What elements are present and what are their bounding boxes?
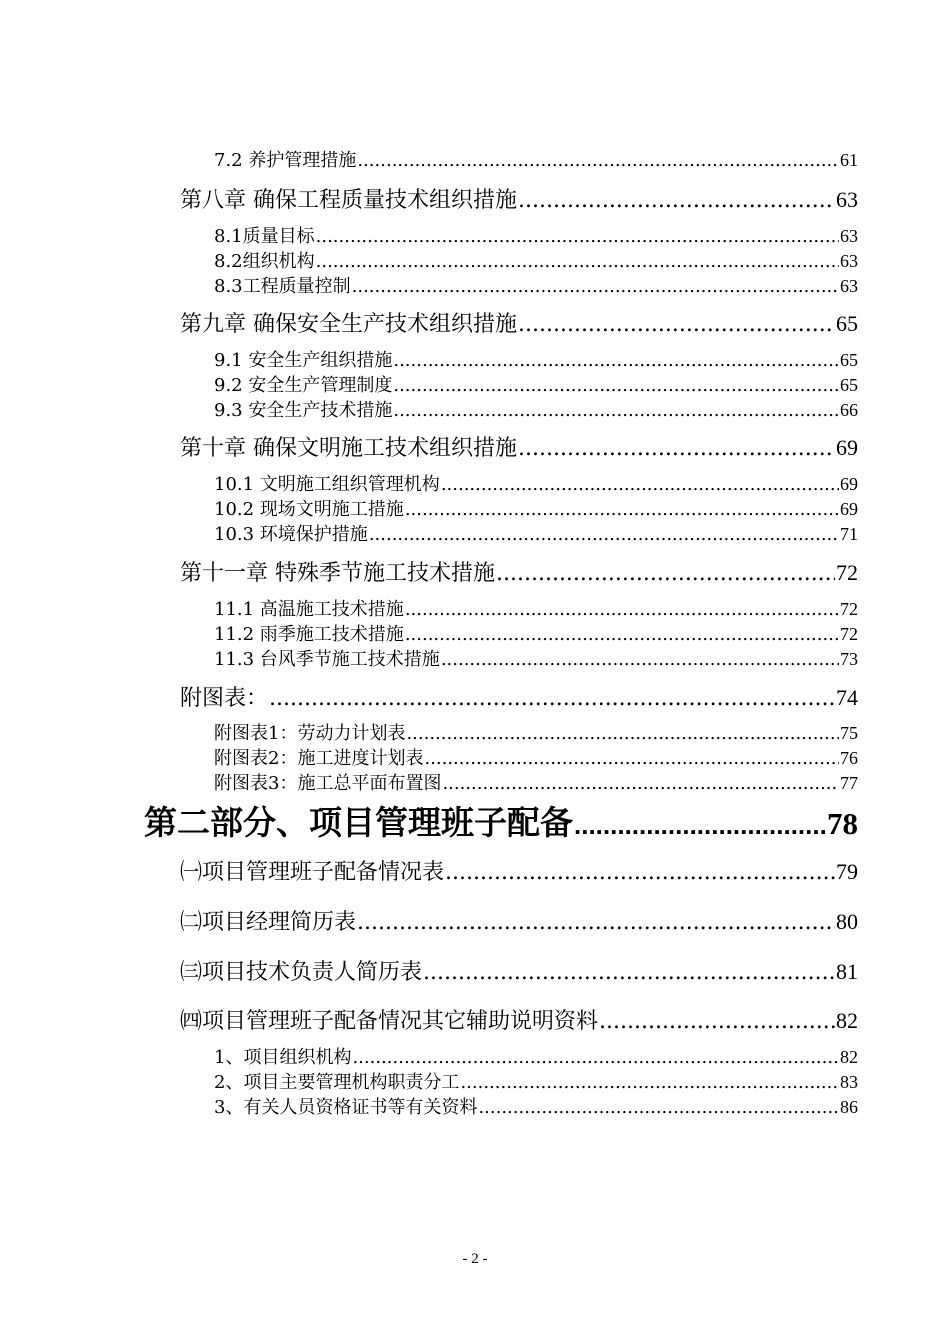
dot-leader xyxy=(393,350,839,371)
toc-entry-page: 75 xyxy=(840,723,858,743)
toc-entry-label: 8.2组织机构 xyxy=(214,251,315,272)
dot-leader xyxy=(405,499,839,520)
toc-entry-10-3[interactable] xyxy=(214,520,858,546)
dot-leader xyxy=(352,276,839,297)
toc-entry-page: 82 xyxy=(836,1008,858,1033)
toc-entry-label: 10.3 环境保护措施 xyxy=(214,524,368,545)
toc-entry-chapter-10[interactable] xyxy=(180,431,858,462)
dot-leader xyxy=(424,748,839,769)
dot-leader xyxy=(369,524,839,545)
toc-entry-label: 11.3 台风季节施工技术措施 xyxy=(214,649,440,670)
toc-entry-section-1[interactable] xyxy=(180,855,858,886)
dot-leader xyxy=(393,400,839,421)
toc-entry-page: 79 xyxy=(836,859,858,884)
toc-entry-4-3[interactable] xyxy=(214,1093,858,1119)
toc-entry-page: 81 xyxy=(836,959,858,984)
toc-entry-label: 9.1 安全生产组织措施 xyxy=(214,350,393,371)
toc-entry-label: 第十章 确保文明施工技术组织措施 xyxy=(180,436,517,461)
toc-entry-appendix-2[interactable] xyxy=(214,744,858,770)
toc-entry-label: 10.2 现场文明施工措施 xyxy=(214,499,404,520)
toc-entry-page: 63 xyxy=(840,226,858,246)
page-number: - 2 - xyxy=(462,1251,488,1267)
toc-entry-part-2[interactable] xyxy=(144,797,858,844)
toc-entry-label: 附图表： xyxy=(180,686,269,711)
dot-leader xyxy=(518,436,835,461)
toc-entry-11-2[interactable] xyxy=(214,620,858,646)
toc-entry-8-1[interactable] xyxy=(214,222,858,248)
toc-entry-page: 69 xyxy=(836,435,858,460)
toc-entry-page: 66 xyxy=(840,400,858,420)
dot-leader xyxy=(518,188,835,213)
dot-leader xyxy=(599,1009,835,1034)
dot-leader xyxy=(406,723,839,744)
toc-entry-7-2[interactable] xyxy=(214,146,858,172)
dot-leader xyxy=(405,624,839,645)
dot-leader xyxy=(518,312,835,337)
dot-leader xyxy=(316,226,839,247)
dot-leader xyxy=(574,810,826,841)
toc-entry-page: 63 xyxy=(840,276,858,296)
toc-entry-label: 2、项目主要管理机构职责分工 xyxy=(214,1072,460,1093)
toc-entry-label: 第二部分、项目管理班子配备 xyxy=(144,803,573,842)
toc-entry-8-2[interactable] xyxy=(214,247,858,273)
toc-entry-label: ㈡项目经理简历表 xyxy=(180,910,357,935)
toc-entry-appendix-3[interactable] xyxy=(214,769,858,795)
dot-leader xyxy=(442,773,839,794)
toc-entry-page: 65 xyxy=(836,311,858,336)
toc-entry-page: 65 xyxy=(840,350,858,370)
toc-entry-label: 第八章 确保工程质量技术组织措施 xyxy=(180,188,517,213)
toc-entry-label: 9.3 安全生产技术措施 xyxy=(214,400,393,421)
dot-leader xyxy=(357,910,835,935)
toc-entry-page: 76 xyxy=(840,748,858,768)
toc-entry-label: 11.2 雨季施工技术措施 xyxy=(214,624,404,645)
toc-entry-label: ㈢项目技术负责人简历表 xyxy=(180,960,423,985)
toc-entry-9-2[interactable] xyxy=(214,371,858,397)
dot-leader xyxy=(357,150,839,171)
toc-entry-section-2[interactable] xyxy=(180,905,858,936)
toc-entry-label: 3、有关人员资格证书等有关资料 xyxy=(214,1097,478,1118)
toc-entry-chapter-8[interactable] xyxy=(180,183,858,214)
toc-entry-page: 77 xyxy=(840,773,858,793)
toc-entry-page: 72 xyxy=(840,624,858,644)
toc-entry-9-1[interactable] xyxy=(214,346,858,372)
toc-entry-page: 72 xyxy=(840,599,858,619)
toc-entry-label: 8.3工程质量控制 xyxy=(214,276,351,297)
dot-leader xyxy=(445,860,835,885)
dot-leader xyxy=(405,599,839,620)
toc-entry-label: 第十一章 特殊季节施工技术措施 xyxy=(180,561,495,586)
toc-entry-section-4[interactable] xyxy=(180,1004,858,1035)
toc-entry-label: 9.2 安全生产管理制度 xyxy=(214,375,393,396)
toc-entry-11-1[interactable] xyxy=(214,595,858,621)
toc-entry-chapter-9[interactable] xyxy=(180,307,858,338)
toc-entry-appendix[interactable] xyxy=(180,681,858,712)
toc-entry-11-3[interactable] xyxy=(214,645,858,671)
toc-entry-label: 11.1 高温施工技术措施 xyxy=(214,599,404,620)
toc-entry-appendix-1[interactable] xyxy=(214,719,858,745)
toc-entry-page: 78 xyxy=(827,806,858,841)
toc-entry-label: 8.1质量目标 xyxy=(214,226,315,247)
toc-entry-4-1[interactable] xyxy=(214,1043,858,1069)
dot-leader xyxy=(269,686,835,711)
toc-entry-page: 63 xyxy=(840,251,858,271)
toc-entry-10-2[interactable] xyxy=(214,495,858,521)
toc-entry-label: 10.1 文明施工组织管理机构 xyxy=(214,474,440,495)
dot-leader xyxy=(441,474,839,495)
toc-entry-label: ㈠项目管理班子配备情况表 xyxy=(180,860,445,885)
toc-entry-4-2[interactable] xyxy=(214,1068,858,1094)
dot-leader xyxy=(460,1072,839,1093)
toc-entry-page: 73 xyxy=(840,649,858,669)
toc-entry-label: 第九章 确保安全生产技术组织措施 xyxy=(180,312,517,337)
toc-entry-page: 74 xyxy=(836,685,858,710)
dot-leader xyxy=(478,1097,839,1118)
toc-entry-label: 7.2 养护管理措施 xyxy=(214,150,357,171)
dot-leader xyxy=(352,1047,839,1068)
toc-entry-page: 82 xyxy=(840,1047,858,1067)
dot-leader xyxy=(393,375,839,396)
toc-entry-8-3[interactable] xyxy=(214,272,858,298)
toc-entry-page: 63 xyxy=(836,187,858,212)
toc-entry-label: 附图表2：施工进度计划表 xyxy=(214,748,424,769)
dot-leader xyxy=(316,251,839,272)
dot-leader xyxy=(496,561,835,586)
toc-entry-9-3[interactable] xyxy=(214,396,858,422)
toc-entry-page: 65 xyxy=(840,375,858,395)
toc-entry-label: ㈣项目管理班子配备情况其它辅助说明资料 xyxy=(180,1009,599,1034)
toc-entry-page: 71 xyxy=(840,524,858,544)
toc-entry-10-1[interactable] xyxy=(214,470,858,496)
toc-entry-page: 61 xyxy=(840,150,858,170)
toc-entry-page: 86 xyxy=(840,1097,858,1117)
dot-leader xyxy=(423,960,835,985)
toc-entry-chapter-11[interactable] xyxy=(180,556,858,587)
toc-entry-label: 附图表3：施工总平面布置图 xyxy=(214,773,442,794)
toc-entry-page: 69 xyxy=(840,474,858,494)
toc-entry-label: 1、项目组织机构 xyxy=(214,1047,352,1068)
dot-leader xyxy=(441,649,839,670)
toc-entry-page: 83 xyxy=(840,1072,858,1092)
toc-entry-page: 72 xyxy=(836,560,858,585)
toc-entry-section-3[interactable] xyxy=(180,955,858,986)
toc-entry-label: 附图表1：劳动力计划表 xyxy=(214,723,406,744)
toc-entry-page: 80 xyxy=(836,909,858,934)
toc-entry-page: 69 xyxy=(840,499,858,519)
